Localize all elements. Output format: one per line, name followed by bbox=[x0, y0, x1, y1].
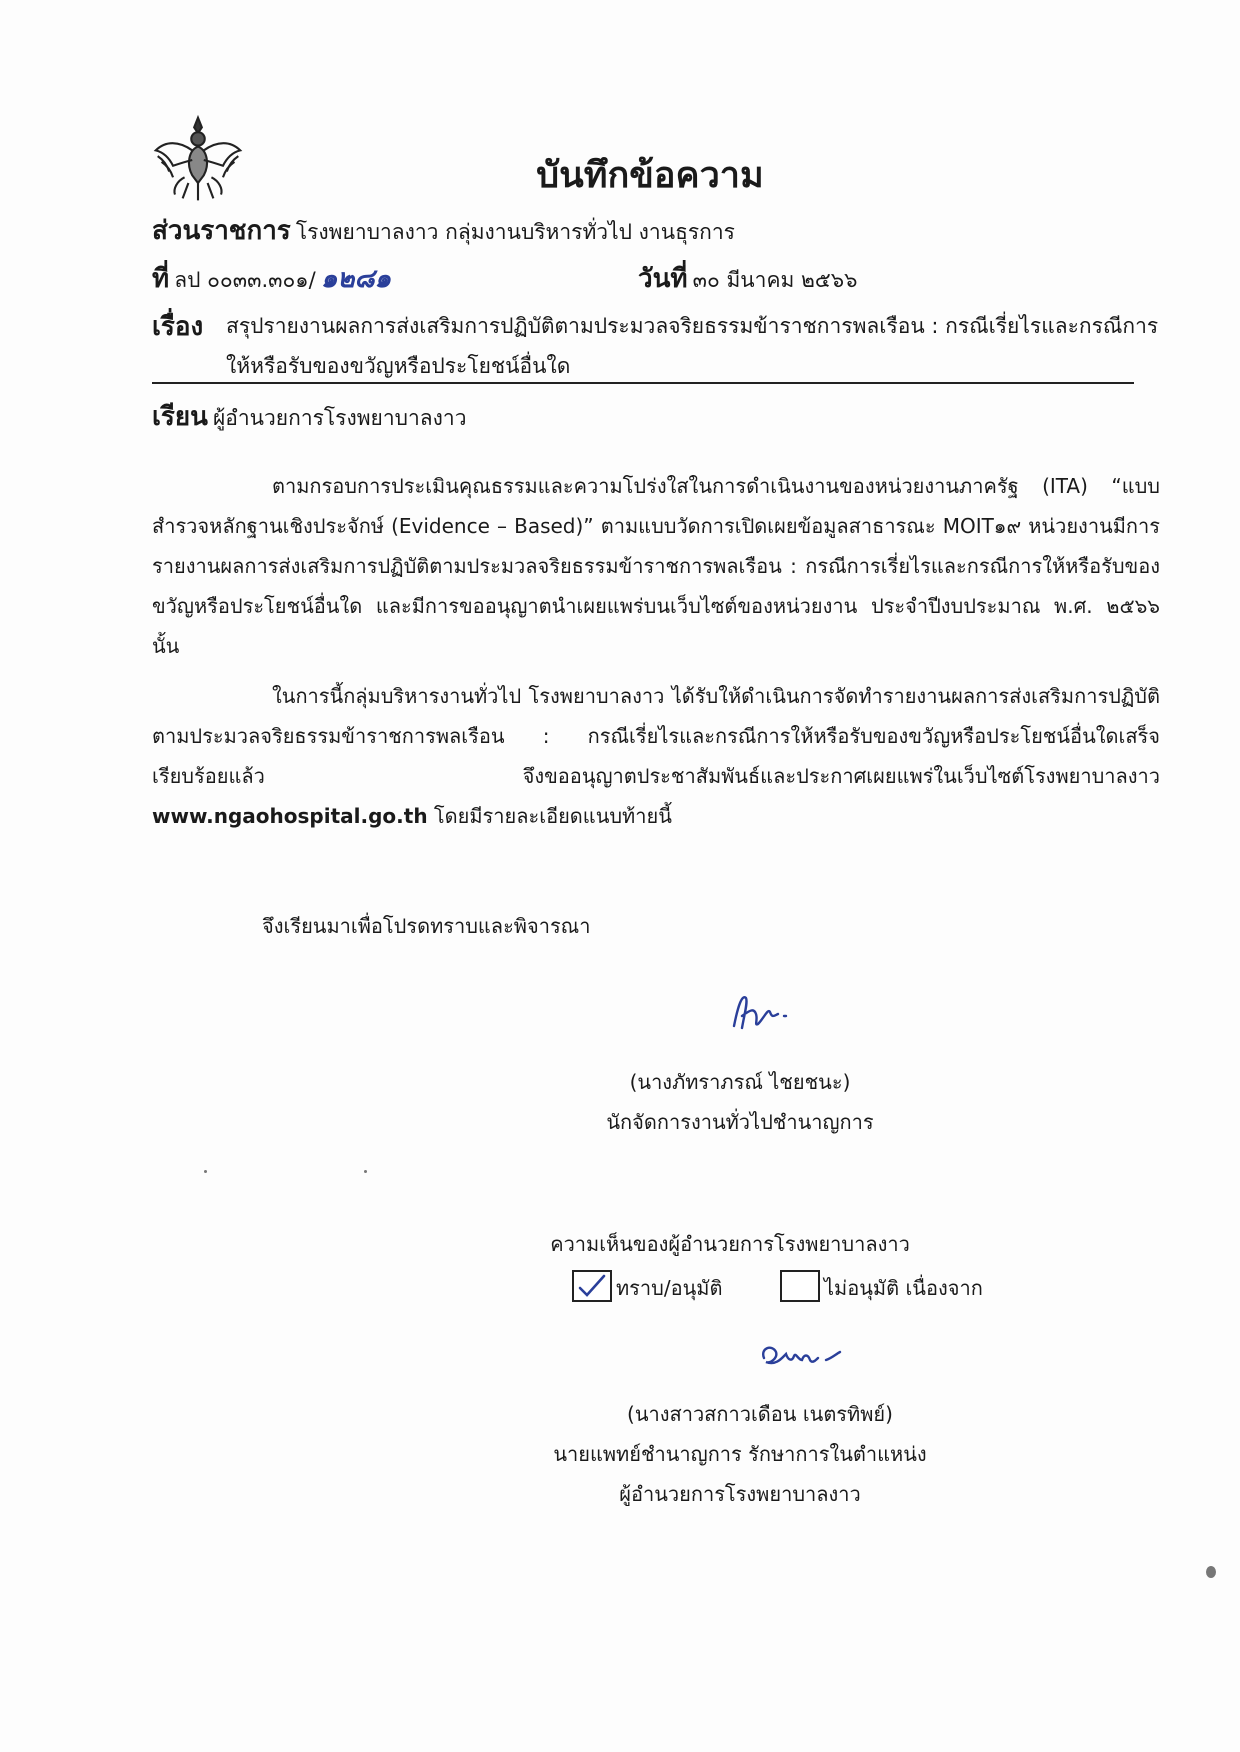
subject-line-1: สรุปรายงานผลการส่งเสริมการปฏิบัติตามประมวลจริยธรรมข้าราชการพลเรือน : กรณีเรี่ยไรและกรณีการ bbox=[226, 314, 1159, 338]
approve-checkbox[interactable] bbox=[572, 1270, 612, 1302]
ref-number-handwritten: ๑๒๘๑ bbox=[320, 264, 392, 294]
signer-2-position: นายแพทย์ชำนาญการ รักษาการในตำแหน่ง bbox=[553, 1442, 927, 1466]
ref-number-value: ลป ๐๐๓๓.๓๐๑/ bbox=[174, 268, 316, 292]
reject-label: ไม่อนุมัติ เนื่องจาก bbox=[824, 1276, 983, 1300]
agency-line bbox=[152, 210, 735, 251]
body-paragraph-1-text: ตามกรอบการประเมินคุณธรรมและความโปร่งใสในการดำเนินงานของหน่วยงานภาครัฐ (ITA) “แบบสำรวจหลักฐานเชิงประจักษ์ (Evidence – Based)” ตามแบบวัดการเปิดเผยข้อมูลสาธารณะ MOIT๑๙ หน่วยงานมีการรายงานผลการส่งเสริมการปฏิบัติตามประมวลจริยธรรมข้าราชการพลเรือน : กรณีการเรี่ยไรและกรณีการให้หรือรับของขวัญหรือประโยชน์อื่นใด และมีการขออนุญาตนำเผยแพร่บนเว็บไซต์ของหน่วยงาน ประจำปีงบประมาณ พ.ศ. ๒๕๖๖ นั้น bbox=[152, 474, 1160, 658]
subject-label-wrap bbox=[152, 306, 203, 347]
date-label: วันที่ bbox=[638, 264, 688, 294]
ref-number-label: ที่ bbox=[152, 264, 170, 294]
body-paragraph-2 bbox=[152, 676, 1160, 836]
agency-value: โรงพยาบาลงาว กลุ่มงานบริหารทั่วไป งานธุรการ bbox=[295, 220, 735, 244]
scan-speck bbox=[364, 1170, 367, 1173]
scan-speck bbox=[1206, 1566, 1216, 1578]
signature-2-image bbox=[756, 1338, 846, 1378]
ref-number-line bbox=[152, 258, 391, 299]
date-value: ๓๐ มีนาคม ๒๕๖๖ bbox=[692, 268, 858, 292]
reject-checkbox[interactable] bbox=[780, 1270, 820, 1302]
signer-2-position-2: ผู้อำนวยการโรงพยาบาลงาว bbox=[619, 1482, 861, 1506]
closing-line: จึงเรียนมาเพื่อโปรดทราบและพิจารณา bbox=[262, 914, 591, 938]
body-paragraph-2-text: ในการนี้กลุ่มบริหารงานทั่วไป โรงพยาบาลงาว ได้รับให้ดำเนินการจัดทำรายงานผลการส่งเสริมการปฏิบัติตามประมวลจริยธรรมข้าราชการพลเรือน : กรณีเรี่ยไรและกรณีการให้หรือรับของขวัญหรือประโยชน์อื่นใดเสร็จเรียบร้อยแล้ว จึงขออนุญาตประชาสัมพันธ์และประกาศเผยแพร่ในเว็บไซต์โรงพยาบาลงาว bbox=[152, 684, 1160, 788]
approval-heading: ความเห็นของผู้อำนวยการโรงพยาบาลงาว bbox=[550, 1232, 910, 1256]
signature-1-image bbox=[728, 986, 798, 1036]
header-divider bbox=[152, 382, 1134, 384]
date-line bbox=[638, 258, 857, 299]
subject-line-2: ให้หรือรับของขวัญหรือประโยชน์อื่นใด bbox=[226, 354, 571, 378]
addressee-line bbox=[152, 396, 466, 437]
memo-title: บันทึกข้อความ bbox=[536, 155, 764, 196]
website-url: www.ngaohospital.go.th bbox=[152, 804, 428, 828]
approve-label: ทราบ/อนุมัติ bbox=[616, 1276, 723, 1300]
scan-speck bbox=[204, 1170, 207, 1173]
body-paragraph-2-end: โดยมีรายละเอียดแนบท้ายนี้ bbox=[427, 804, 672, 828]
agency-label: ส่วนราชการ bbox=[152, 216, 291, 246]
signer-2-name: (นางสาวสกาวเดือน เนตรทิพย์) bbox=[627, 1402, 893, 1426]
subject-label: เรื่อง bbox=[152, 312, 204, 342]
check-mark-icon bbox=[574, 1272, 610, 1300]
signer-1-name: (นางภัทราภรณ์ ไชยชนะ) bbox=[629, 1070, 851, 1094]
signer-1-position: นักจัดการงานทั่วไปชำนาญการ bbox=[606, 1110, 874, 1134]
body-paragraph-1 bbox=[152, 466, 1160, 666]
addressee-label: เรียน bbox=[152, 402, 208, 432]
addressee-value: ผู้อำนวยการโรงพยาบาลงาว bbox=[212, 406, 467, 430]
